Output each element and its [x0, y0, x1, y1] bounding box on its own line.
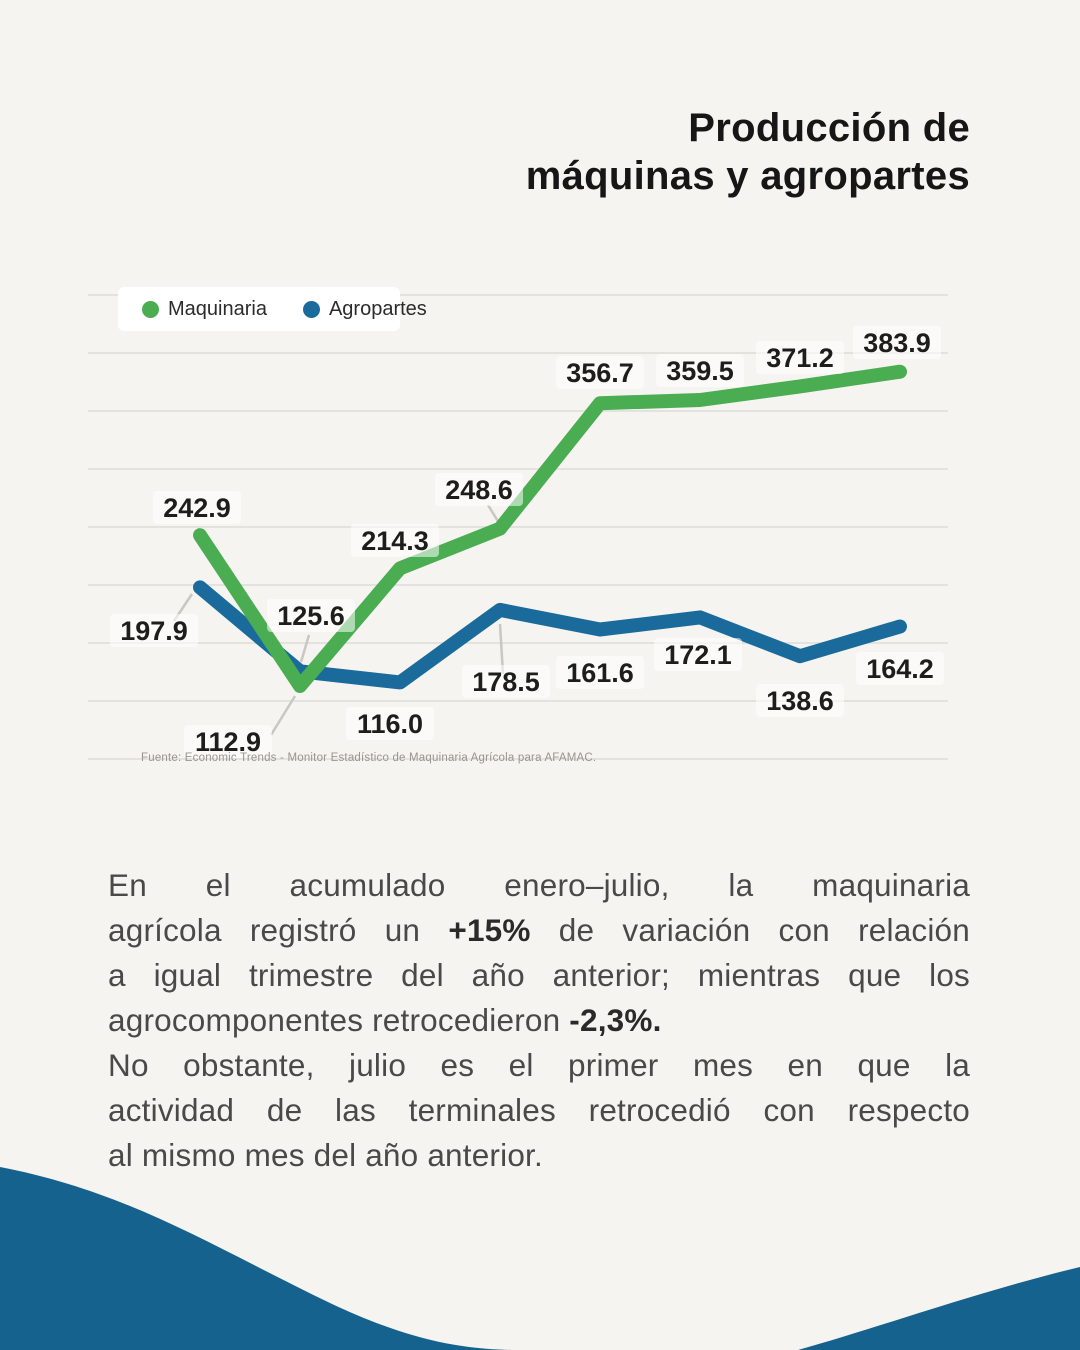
data-label: 125.6 [277, 601, 345, 631]
paragraph [108, 863, 970, 1043]
data-label: 383.9 [863, 328, 931, 358]
analysis-text [108, 863, 970, 1178]
text-line: agrícola registró un +15% de variación con relación [108, 912, 970, 948]
production-line-chart [88, 283, 948, 763]
data-label: 248.6 [445, 475, 513, 505]
data-label: 359.5 [666, 356, 734, 386]
text-line: En el acumulado enero–julio, la maquinaria [108, 867, 970, 903]
data-label: 138.6 [766, 686, 834, 716]
legend-label-agropartes: Agropartes [328, 297, 427, 320]
text-line: No obstante, julio es el primer mes en que la [108, 1047, 970, 1083]
page-title-line1: Producción de [688, 106, 970, 150]
data-label: 197.9 [120, 616, 188, 646]
data-label: 112.9 [194, 727, 262, 757]
text-line: a igual trimestre del año anterior; mientras que los [108, 957, 970, 993]
legend-item-maquinaria [142, 298, 267, 321]
data-label: 178.5 [472, 667, 540, 697]
legend-label-maquinaria: Maquinaria [168, 297, 267, 320]
maquinaria-dot-icon [142, 301, 159, 318]
data-label: 161.6 [566, 658, 634, 688]
chart-source-caption: Fuente: Economic Trends - Monitor Estadístico de Maquinaria Agrícola para AFAMAC. [141, 752, 597, 764]
wave-right-shape [798, 1267, 1080, 1350]
data-label: 242.9 [163, 493, 231, 523]
page-title [526, 104, 970, 200]
bottom-wave-decoration [0, 1160, 1080, 1350]
text-line: actividad de las terminales retrocedió con respecto [108, 1092, 970, 1128]
text-line: al mismo mes del año anterior. [108, 1137, 543, 1173]
data-label: 371.2 [766, 343, 834, 373]
data-label: 172.1 [664, 640, 732, 670]
data-label: 164.2 [866, 654, 934, 684]
data-label: 356.7 [566, 358, 634, 388]
paragraph [108, 1043, 970, 1178]
legend-item-agropartes [303, 298, 427, 321]
chart-legend [118, 287, 427, 331]
text-line: agrocomponentes retrocedieron -2,3%. [108, 1002, 662, 1038]
data-label: 214.3 [361, 526, 429, 556]
page-title-line2: máquinas y agropartes [525, 154, 970, 198]
data-label: 116.0 [356, 709, 424, 739]
agropartes-dot-icon [303, 301, 320, 318]
wave-left-shape [0, 1167, 512, 1350]
